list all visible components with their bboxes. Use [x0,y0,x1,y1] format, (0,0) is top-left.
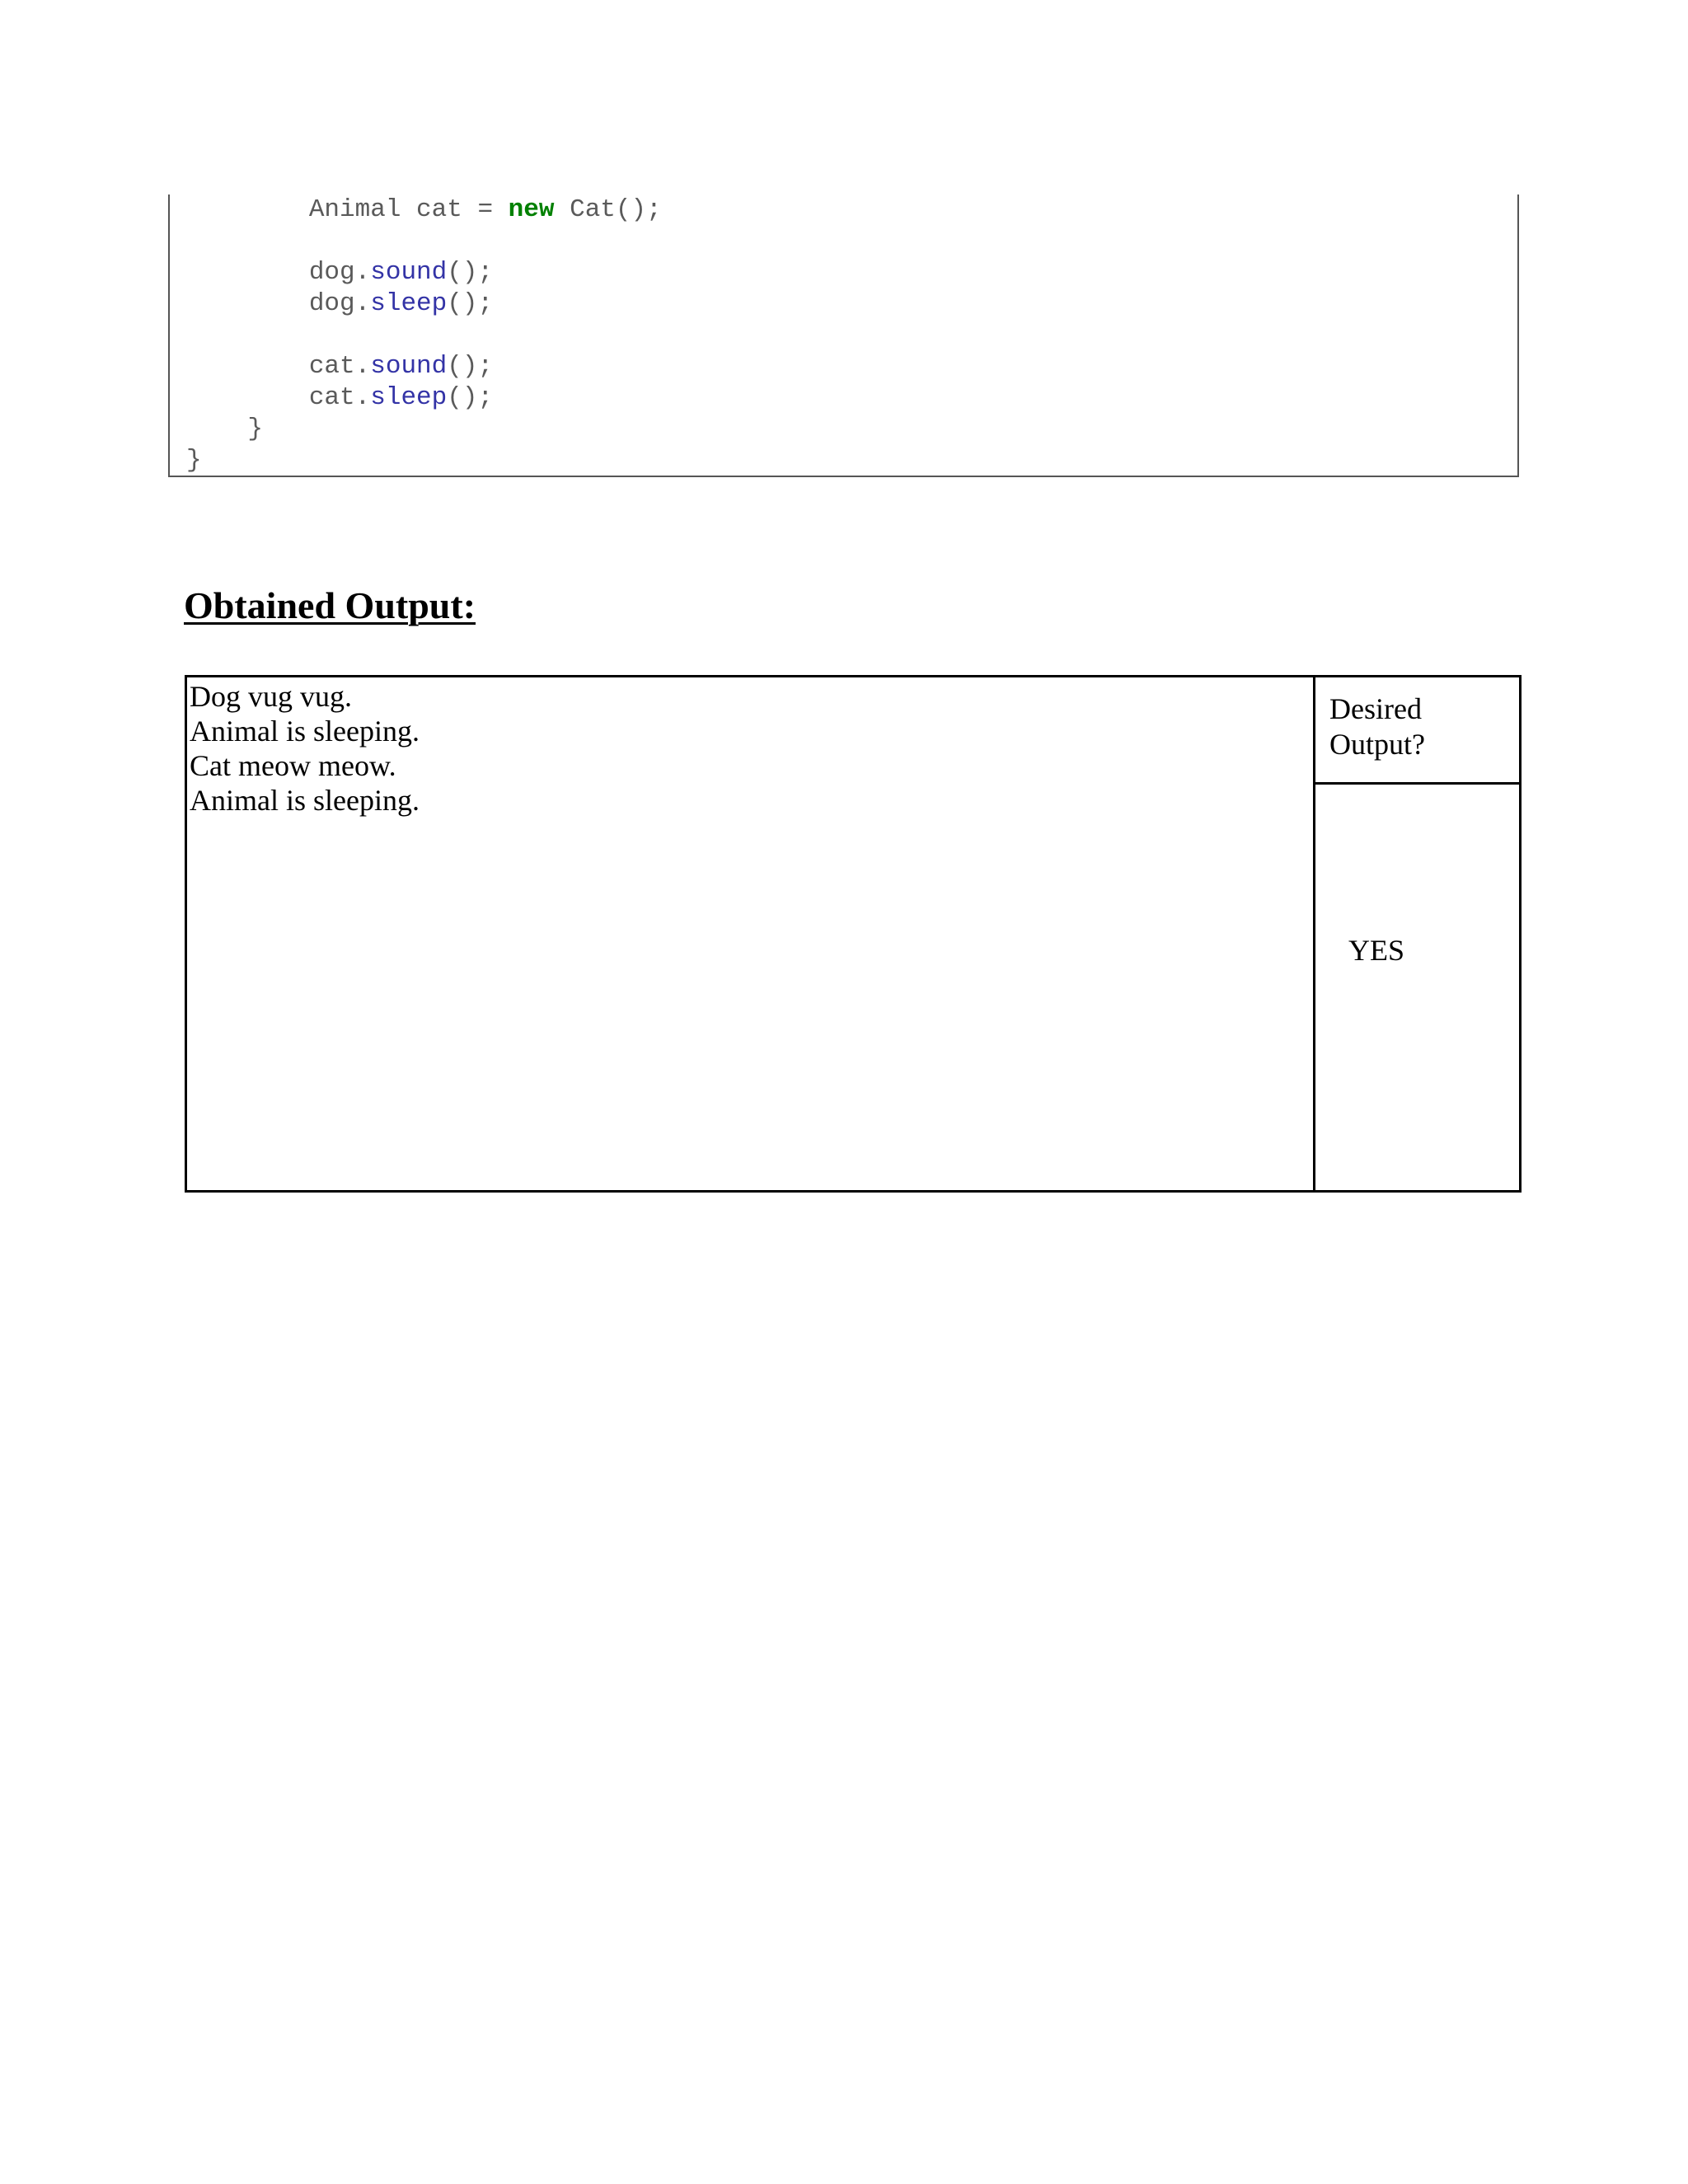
code-token-plain: cat. [308,352,371,381]
desired-output-answer: YES [1348,934,1405,967]
code-token-method: sound [370,258,448,287]
code-indent [186,415,247,443]
code-line [186,194,662,226]
obtained-output-cell [187,677,1315,1190]
code-indent [186,383,309,412]
code-line [186,445,202,476]
code-line [186,414,263,445]
output-table [185,675,1522,1193]
code-line [186,288,493,320]
code-token-plain: (); [447,258,494,287]
code-token-plain: Cat(); [554,195,662,224]
code-indent [186,289,309,318]
desired-output-header [1315,677,1519,785]
code-line [186,382,493,414]
code-token-plain: (); [447,352,494,381]
desired-output-answer-cell [1315,785,1519,1190]
output-line: Animal is sleeping. [190,784,420,817]
code-indent [186,195,309,224]
code-line [186,257,493,288]
desired-output-label: Desired [1329,692,1422,725]
code-token-plain: Animal cat = [308,195,509,224]
code-token-keyword: new [508,195,555,224]
code-token-plain: dog. [308,258,371,287]
output-line: Animal is sleeping. [190,715,420,748]
code-token-plain: cat. [308,383,371,412]
code-token-plain: dog. [308,289,371,318]
code-token-plain: (); [447,289,494,318]
code-token-method: sleep [370,383,448,412]
obtained-output-heading: Obtained Output: [184,584,476,626]
code-token-method: sleep [370,289,448,318]
desired-output-label: Output? [1329,728,1425,761]
code-token-plain: (); [447,383,494,412]
code-listing [168,194,1519,477]
code-indent [186,352,309,381]
code-line [186,351,493,382]
output-line: Cat meow meow. [190,749,396,782]
code-token-method: sound [370,352,448,381]
code-token-plain: } [186,446,202,475]
code-token-plain: } [247,415,264,443]
code-indent [186,258,309,287]
output-line: Dog vug vug. [190,680,352,713]
